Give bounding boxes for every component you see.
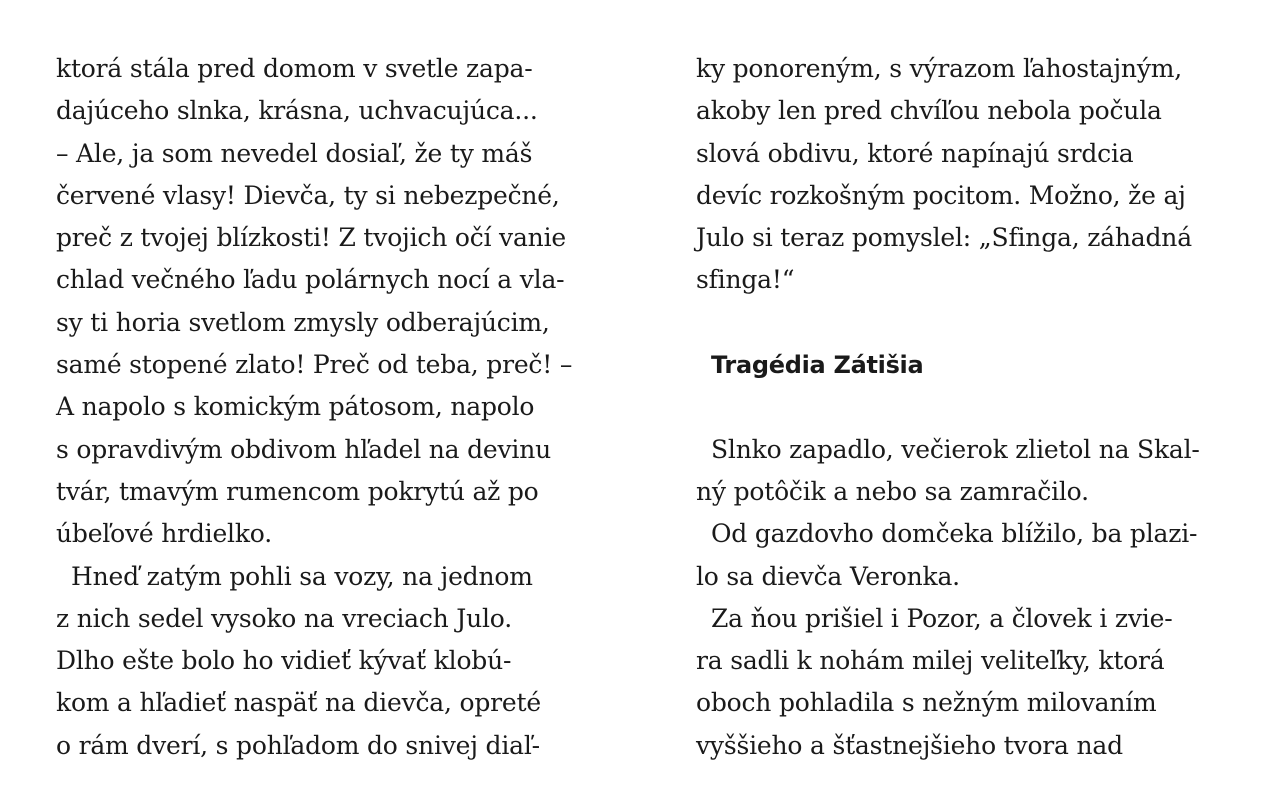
text-line: akoby len pred chvíľou nebola počula	[696, 96, 1162, 126]
left-page	[56, 48, 596, 767]
paragraph-start-line: Hneď zatým pohli sa vozy, na jednom	[71, 561, 533, 591]
text-line: kom a hľadieť naspäť na dievča, opreté	[56, 688, 541, 718]
text-line: Dlho ešte bolo ho vidieť kývať klobú-	[56, 646, 512, 676]
text-line: úbeľové hrdielko.	[56, 519, 272, 549]
text-line: lo sa dievča Veronka.	[696, 561, 960, 591]
text-line: s opravdivým obdivom hľadel na devinu	[56, 434, 552, 464]
text-line: o rám dverí, s pohľadom do snivej diaľ-	[56, 730, 540, 760]
text-line: preč z tvojej blízkosti! Z tvojich očí vanie	[56, 223, 566, 253]
text-line: z nich sedel vysoko na vreciach Julo.	[56, 603, 512, 633]
text-line: sfinga!“	[696, 265, 795, 295]
text-line: samé stopené zlato! Preč od teba, preč! –	[56, 350, 573, 380]
text-line: červené vlasy! Dievča, ty si nebezpečné,	[56, 180, 560, 210]
text-line: tvár, tmavým rumencom pokrytú až po	[56, 476, 539, 506]
section-gap	[696, 386, 1226, 428]
text-line: A napolo s komickým pátosom, napolo	[56, 392, 535, 422]
text-line: sy ti horia svetlom zmysly odberajúcim,	[56, 307, 550, 337]
text-line: chlad večného ľadu polárnych nocí a vla-	[56, 265, 565, 295]
text-line: Julo si teraz pomyslel: „Sfinga, záhadná	[696, 223, 1192, 253]
text-line: ktorá stála pred domom v svetle zapa-	[56, 54, 533, 83]
text-line: vyššieho a šťastnejšieho tvora nad	[696, 730, 1123, 760]
text-line: oboch pohladila s nežným milovaním	[696, 688, 1157, 718]
text-line: ra sadli k nohám milej veliteľky, ktorá	[696, 646, 1165, 676]
paragraph-start-line: Slnko zapadlo, večierok zlietol na Skal-	[711, 434, 1200, 464]
text-line: – Ale, ja som nevedel dosiaľ, že ty máš	[56, 138, 533, 168]
text-line: dajúceho slnka, krásna, uchvacujúca...	[56, 96, 538, 126]
text-line: slová obdivu, ktoré napínajú srdcia	[696, 138, 1134, 168]
right-page	[696, 48, 1226, 767]
chapter-heading: Tragédia Zátišia	[711, 351, 924, 380]
paragraph-start-line: Od gazdovho domčeka blížilo, ba plazi-	[711, 519, 1198, 549]
text-line: devíc rozkošným pocitom. Možno, že aj	[696, 180, 1186, 210]
paragraph-start-line: Za ňou prišiel i Pozor, a človek i zvie-	[711, 603, 1173, 633]
text-line: ný potôčik a nebo sa zamračilo.	[696, 476, 1089, 506]
text-line: ky ponoreným, s výrazom ľahostajným,	[696, 54, 1183, 83]
section-gap	[696, 302, 1226, 344]
